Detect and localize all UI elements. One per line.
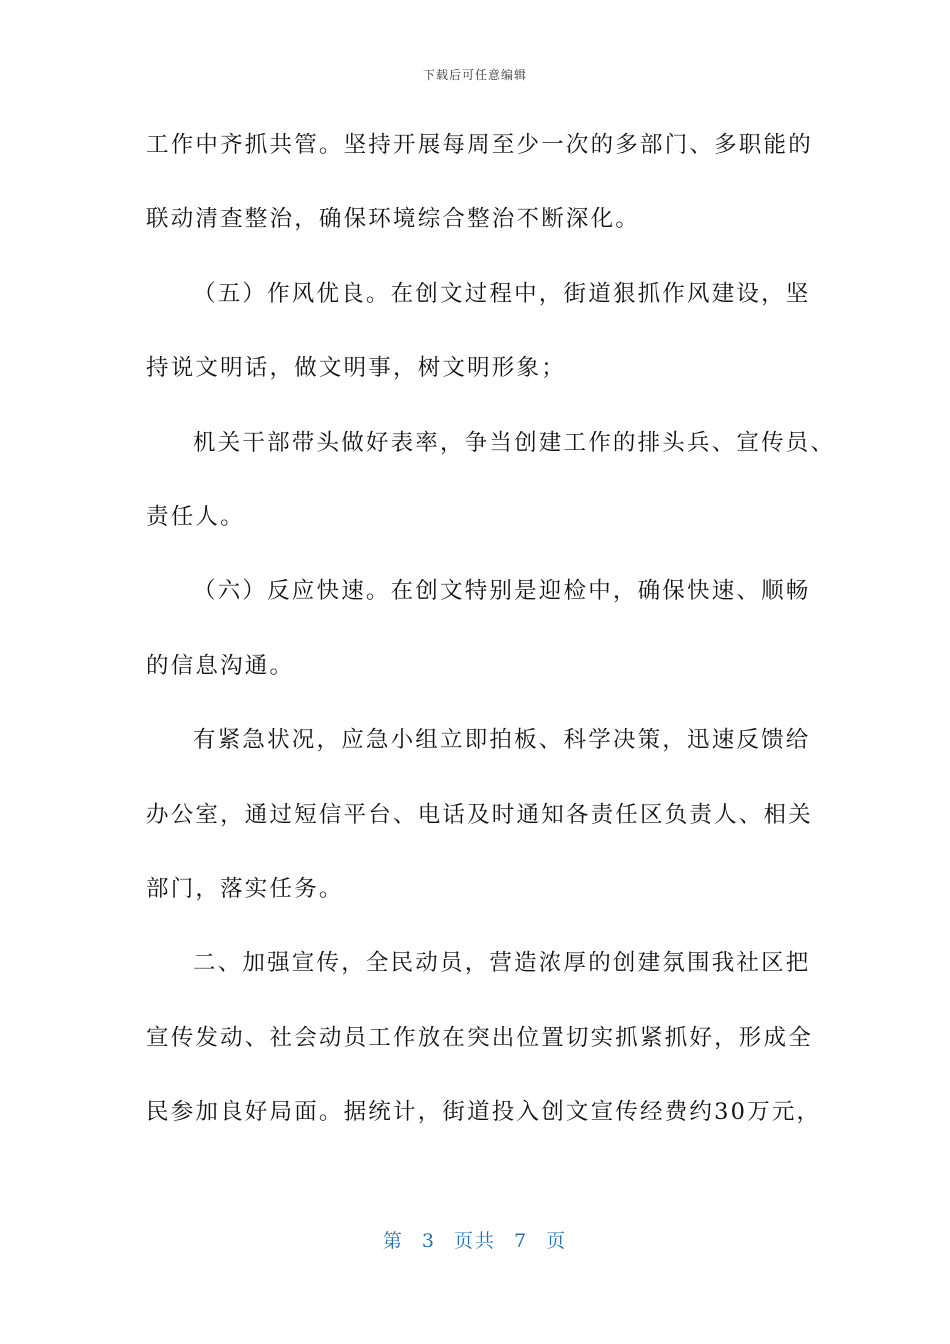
paragraph-line: 联动清查整治，确保环境综合整治不断深化。 (146, 206, 641, 233)
paragraph-line: 工作中齐抓共管。坚持开展每周至少一次的多部门、多职能的 (146, 132, 813, 158)
paragraph-line: 持说文明话，做文明事，树文明形象； (146, 355, 566, 382)
page-header: 下载后可任意编辑 (422, 68, 527, 82)
footer-prefix: 第 (382, 1230, 404, 1252)
paragraph-line: 机关干部带头做好表率，争当创建工作的排头兵、宣传员、 (193, 429, 836, 456)
paragraph-line: 部门，落实任务。 (146, 875, 344, 902)
paragraph-line: 民参加良好局面。据统计，街道投入创文宣传经费约30万元， (146, 1099, 822, 1126)
total-page-number: 7 (514, 1230, 529, 1252)
paragraph-line: （五）作风优良。在创文过程中，街道狠抓作风建设，坚 (193, 280, 811, 307)
paragraph-line: 宣传发动、社会动员工作放在突出位置切实抓紧抓好，形成全 (146, 1024, 813, 1051)
body-text (146, 122, 836, 1163)
current-page-number: 3 (421, 1230, 436, 1252)
footer-middle: 页共 (453, 1230, 496, 1252)
paragraph-line: 的信息沟通。 (146, 652, 295, 679)
paragraph-line: 责任人。 (146, 503, 245, 530)
paragraph-line: 办公室，通过短信平台、电话及时通知各责任区负责人、相关 (146, 801, 813, 828)
page-footer (0, 1226, 950, 1253)
paragraph-line: 有紧急状况，应急小组立即拍板、科学决策，迅速反馈给 (193, 727, 811, 754)
paragraph-line: （六）反应快速。在创文特别是迎检中，确保快速、顺畅 (193, 578, 811, 605)
footer-suffix: 页 (546, 1230, 568, 1252)
paragraph-line: 二、加强宣传，全民动员，营造浓厚的创建氛围我社区把 (193, 950, 811, 977)
